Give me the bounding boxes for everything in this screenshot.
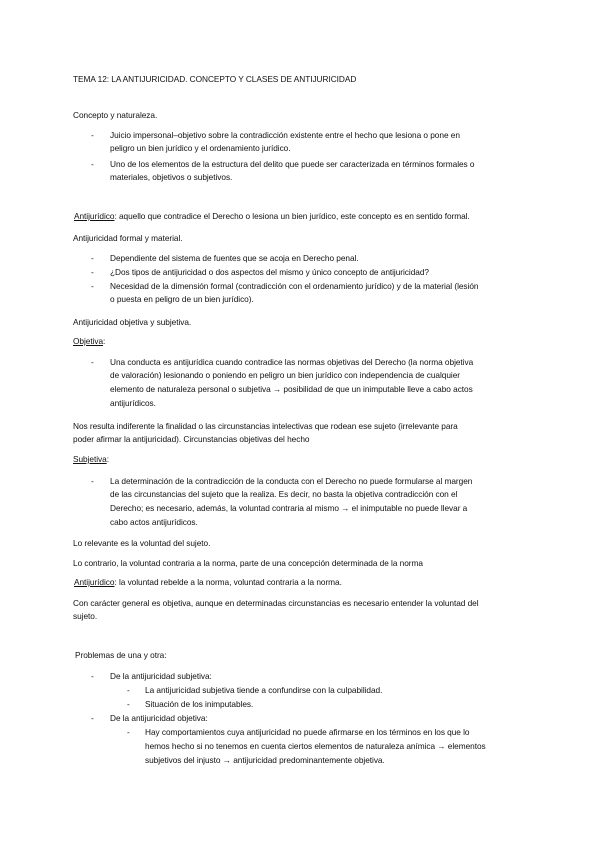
section-heading-formal: Antijuricidad formal y material.: [73, 233, 183, 243]
problemas-subjetiva-a: La antijuricidad subjetiva tiende a confundirse con la culpabilidad.: [145, 685, 383, 695]
subjetiva-line-3: Derecho; es necesario, además, la voluntad contraria al mismo → el inimputable no puede llevar a: [110, 503, 468, 513]
section-heading-objsub: Antijuricidad objetiva y subjetiva.: [73, 317, 192, 327]
problemas-subjetiva: De la antijuricidad subjetiva:: [110, 671, 212, 681]
concepto-bullet-2-line-2: materiales, objetivos o subjetivos.: [110, 172, 233, 182]
objsub-paragraph-1-line-2: poder afirmar la antijuricidad). Circunstancias objetivas del hecho: [73, 434, 310, 444]
concepto-bullet-1-line-2: peligro un bien jurídico y el ordenamiento jurídico.: [110, 143, 291, 153]
objetiva-line-3: elemento de naturaleza personal o subjetiva → posibilidad de que un inimputable lleve a cabo actos: [110, 384, 473, 394]
antijuridico-definition-2: [74, 577, 342, 588]
subjetiva-line-4: cabo actos antijurídicos.: [110, 517, 198, 527]
objetiva-line-2: de valoración) lesionando o poniendo en peligro un bien jurídico con independencia de cualquier: [110, 370, 460, 380]
problemas-objetiva-line-3: subjetivos del injusto → antijuricidad predominantemente objetiva.: [145, 755, 385, 765]
section-heading-problemas: Problemas de una y otra:: [75, 650, 167, 660]
subjetiva-term: Subjetiva: [73, 454, 107, 464]
bullet-dash: -: [91, 281, 94, 291]
problemas-objetiva-line-2: hemos hecho si no tenemos en cuenta ciertos elementos de naturaleza anímica → elementos: [145, 741, 486, 751]
antijuridico-term-2: Antijurídico: [74, 577, 115, 587]
section-heading-concepto: Concepto y naturaleza.: [73, 110, 158, 120]
antijuridico-definition: [74, 211, 470, 222]
formal-bullet-2: ¿Dos tipos de antijuricidad o dos aspectos del mismo y único concepto de antijuricidad?: [110, 267, 429, 277]
bullet-dash: -: [91, 130, 94, 140]
objetiva-label: [73, 336, 105, 347]
bullet-dash: -: [91, 671, 94, 681]
objetiva-term: Objetiva: [73, 336, 104, 346]
colon: :: [106, 454, 109, 464]
formal-bullet-3-line-1: Necesidad de la dimensión formal (contradicción con el ordenamiento jurídico) y de la material (lesión: [110, 281, 479, 291]
objsub-paragraph-3: Lo contrario, la voluntad contraria a la norma, parte de una concepción determinada de la norma: [73, 558, 423, 568]
problemas-objetiva: De la antijuricidad objetiva:: [110, 713, 208, 723]
objsub-paragraph-1-line-1: Nos resulta indiferente la finalidad o las circunstancias intelectivas que rodean ese sujeto (irrelevante para: [73, 421, 458, 431]
objetiva-line-4: antijurídicos.: [110, 398, 156, 408]
objsub-paragraph-2: Lo relevante es la voluntad del sujeto.: [73, 538, 211, 548]
document-title: TEMA 12: LA ANTIJURICIDAD. CONCEPTO Y CLASES DE ANTIJURICIDAD: [73, 74, 357, 84]
antijuridico-text-2: : la voluntad rebelde a la norma, voluntad contraria a la norma.: [114, 577, 342, 587]
concepto-bullet-2-line-1: Uno de los elementos de la estructura del delito que puede ser caracterizada en términos formales o: [110, 159, 475, 169]
objsub-paragraph-4-line-2: sujeto.: [73, 611, 98, 621]
objetiva-line-1: Una conducta es antijurídica cuando contradice las normas objetivas del Derecho (la norma objetiva: [110, 357, 474, 367]
problemas-subjetiva-b: Situación de los inimputables.: [145, 699, 254, 709]
bullet-dash: -: [127, 685, 130, 695]
subjetiva-line-1: La determinación de la contradicción de la conducta con el Derecho no puede formularse al margen: [110, 476, 473, 486]
antijuridico-text: : aquello que contradice el Derecho o lesiona un bien jurídico, este concepto es en sentido formal.: [114, 211, 470, 221]
bullet-dash: -: [91, 267, 94, 277]
concepto-bullet-1-line-1: Juicio impersonal–objetivo sobre la contradicción existente entre el hecho que lesiona o pone en: [110, 130, 460, 140]
subjetiva-label: [73, 454, 109, 465]
problemas-objetiva-line-1: Hay comportamientos cuya antijuricidad no puede afirmarse en los términos en los que lo: [145, 727, 470, 737]
bullet-dash: -: [91, 253, 94, 263]
subjetiva-line-2: de las circunstancias del sujeto que la realiza. Es decir, no basta la objetiva contradicción con el: [110, 489, 458, 499]
bullet-dash: -: [127, 727, 130, 737]
formal-bullet-3-line-2: o puesta en peligro de un bien jurídico).: [110, 294, 254, 304]
colon: :: [103, 336, 106, 346]
bullet-dash: -: [91, 713, 94, 723]
bullet-dash: -: [127, 699, 130, 709]
bullet-dash: -: [91, 159, 94, 169]
bullet-dash: -: [91, 476, 94, 486]
antijuridico-term: Antijurídico: [74, 211, 115, 221]
objsub-paragraph-4-line-1: Con carácter general es objetiva, aunque en determinadas circunstancias es necesario entender la voluntad del: [73, 598, 479, 608]
bullet-dash: -: [91, 357, 94, 367]
formal-bullet-1: Dependiente del sistema de fuentes que se acoja en Derecho penal.: [110, 253, 359, 263]
